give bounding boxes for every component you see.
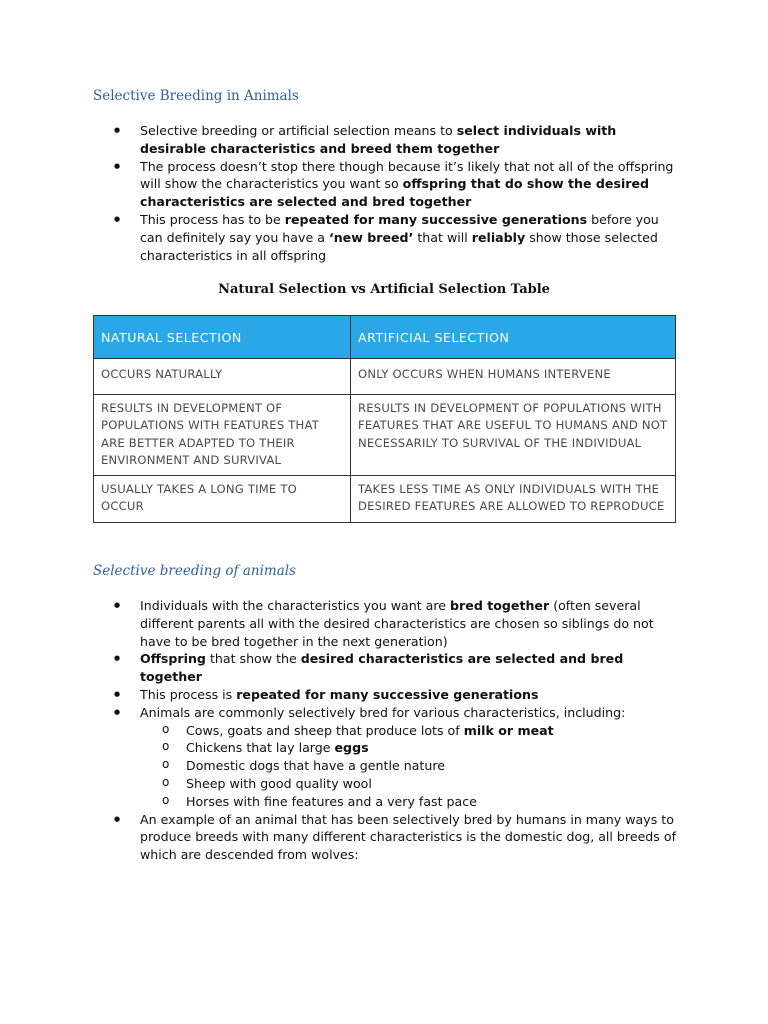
section-heading-selective-breeding-of-animals: Selective breeding of animals <box>93 563 296 579</box>
table-cell: ONLY OCCURS WHEN HUMANS INTERVENE <box>351 359 676 395</box>
bold-text: repeated for many successive generations <box>236 686 539 702</box>
text-run: Cows, goats and sheep that produce lots of <box>186 722 464 738</box>
bold-text: repeated for many successive generations <box>284 211 588 227</box>
table-row <box>94 476 676 523</box>
list-item <box>112 650 682 686</box>
sub-list-item <box>140 739 682 757</box>
bold-text: milk or meat <box>463 722 554 738</box>
text-run: show those selected characteristics in all offspring <box>140 229 658 263</box>
bullet-list-definition <box>112 122 682 264</box>
sub-list-item: o Horses with fine features and a very fast pace <box>140 793 682 811</box>
text-run: that will <box>413 229 472 245</box>
text-run: Selective breeding or artificial selection means to <box>140 123 457 138</box>
bold-text: bred together <box>450 598 550 613</box>
list-item <box>112 597 682 650</box>
table-cell: TAKES LESS TIME AS ONLY INDIVIDUALS WITH THE DESIRED FEATURES ARE ALLOWED TO REPRODUCE <box>351 476 676 523</box>
table-row <box>94 359 676 395</box>
bold-text: reliably <box>471 229 526 245</box>
bullet-list-process <box>112 597 682 864</box>
bold-text: eggs <box>334 740 369 756</box>
sub-list-characteristics <box>140 722 682 811</box>
text-run: that show the <box>205 651 301 667</box>
text-run: Chickens that lay large <box>186 740 335 756</box>
table-cell: USUALLY TAKES A LONG TIME TO OCCUR <box>94 476 351 523</box>
table-cell: OCCURS NATURALLY <box>94 359 351 395</box>
text-run: Animals are commonly selectively bred for various characteristics, including: <box>140 704 626 720</box>
text-run: This process has to be <box>140 211 285 227</box>
bold-text: desired characteristics are selected and bred together <box>140 651 624 685</box>
column-header-natural: NATURAL SELECTION <box>94 316 351 359</box>
sub-list-item: o Sheep with good quality wool <box>140 775 682 793</box>
list-item <box>112 122 682 158</box>
list-item <box>112 211 682 264</box>
section-heading-selective-breeding: Selective Breeding in Animals <box>93 88 299 104</box>
text-run: Individuals with the characteristics you want are <box>140 598 451 613</box>
column-header-artificial: ARTIFICIAL SELECTION <box>351 316 676 359</box>
bold-text: Offspring <box>140 651 206 667</box>
bold-text: offspring that do show the desired characteristics are selected and bred together <box>140 176 650 210</box>
table-cell: RESULTS IN DEVELOPMENT OF POPULATIONS WITH FEATURES THAT ARE USEFUL TO HUMANS AND NOT NECESSARILY TO SURVIVAL OF THE INDIVIDUAL <box>351 395 676 476</box>
sub-list-item: o Domestic dogs that have a gentle nature <box>140 757 682 775</box>
bold-text: ‘new breed’ <box>328 229 414 245</box>
text-run: before you can definitely say you have a <box>140 211 659 245</box>
list-item: ● An example of an animal that has been selectively bred by humans in many ways to produce breeds with many different characteristics is the domestic dog, all breeds of which are descended from wolves: <box>112 811 682 864</box>
list-item <box>112 686 682 704</box>
table-row <box>94 395 676 476</box>
table-title: Natural Selection vs Artificial Selection Table <box>218 282 550 297</box>
comparison-table <box>93 315 676 523</box>
table-header-row <box>94 316 676 359</box>
text-run: (often several different parents all with the desired characteristics are chosen so siblings do not have to be bred together in the next generation) <box>140 598 654 649</box>
bold-text: select individuals with desirable characteristics and breed them together <box>140 123 617 156</box>
sub-list-item <box>140 722 682 740</box>
list-item <box>112 158 682 211</box>
text-run: The process doesn’t stop there though because it’s likely that not all of the offspring will show the characteristics you want so <box>140 158 674 192</box>
table-cell: RESULTS IN DEVELOPMENT OF POPULATIONS WITH FEATURES THAT ARE BETTER ADAPTED TO THEIR ENVIRONMENT AND SURVIVAL <box>94 395 351 476</box>
list-item <box>112 704 682 811</box>
text-run: This process is <box>140 686 237 702</box>
